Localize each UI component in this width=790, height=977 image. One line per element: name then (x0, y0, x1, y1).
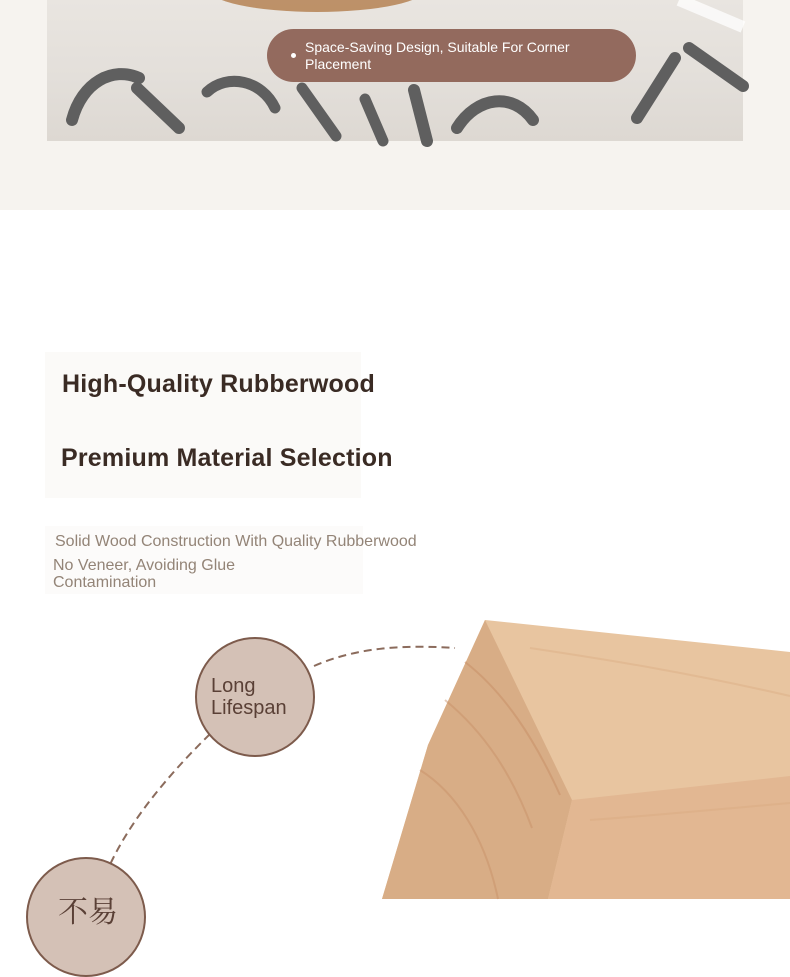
wood-furniture-edge (207, 0, 427, 12)
feature-pill-text: Space-Saving Design, Suitable For Corner Placement (305, 39, 570, 72)
rug-letter-stroke (207, 81, 275, 108)
rubberwood-feature-illustration (0, 610, 790, 899)
material-title: High-Quality Rubberwood (62, 370, 375, 398)
rubberwood-block-graphic (0, 610, 790, 899)
durability-badge (26, 857, 146, 977)
feature-pill (267, 29, 636, 82)
rug-letter-stroke (302, 88, 336, 136)
long-lifespan-badge (195, 637, 315, 757)
dashed-connector-line (314, 647, 455, 666)
material-description-secondary: No Veneer, Avoiding Glue Contamination (53, 557, 236, 591)
material-subtitle: Premium Material Selection (61, 444, 393, 472)
rug-letter-stroke (365, 99, 383, 141)
feature-banner-section (0, 0, 790, 210)
printed-rug-photo (47, 0, 743, 141)
bullet-dot-icon (291, 53, 296, 58)
rug-letter-stroke (689, 48, 743, 86)
rug-letter-stroke (414, 90, 427, 141)
long-lifespan-label: Long Lifespan (211, 675, 287, 719)
dashed-connector-line (108, 734, 210, 869)
rug-letter-stroke (137, 88, 179, 128)
rug-letter-stroke (457, 101, 533, 128)
durability-badge-label: 不易 (58, 895, 118, 930)
material-description-primary: Solid Wood Construction With Quality Rubberwood (55, 533, 417, 550)
rug-light-stripe (679, 0, 743, 27)
rug-letter-stroke (72, 74, 139, 120)
rug-letter-stroke (637, 58, 675, 118)
